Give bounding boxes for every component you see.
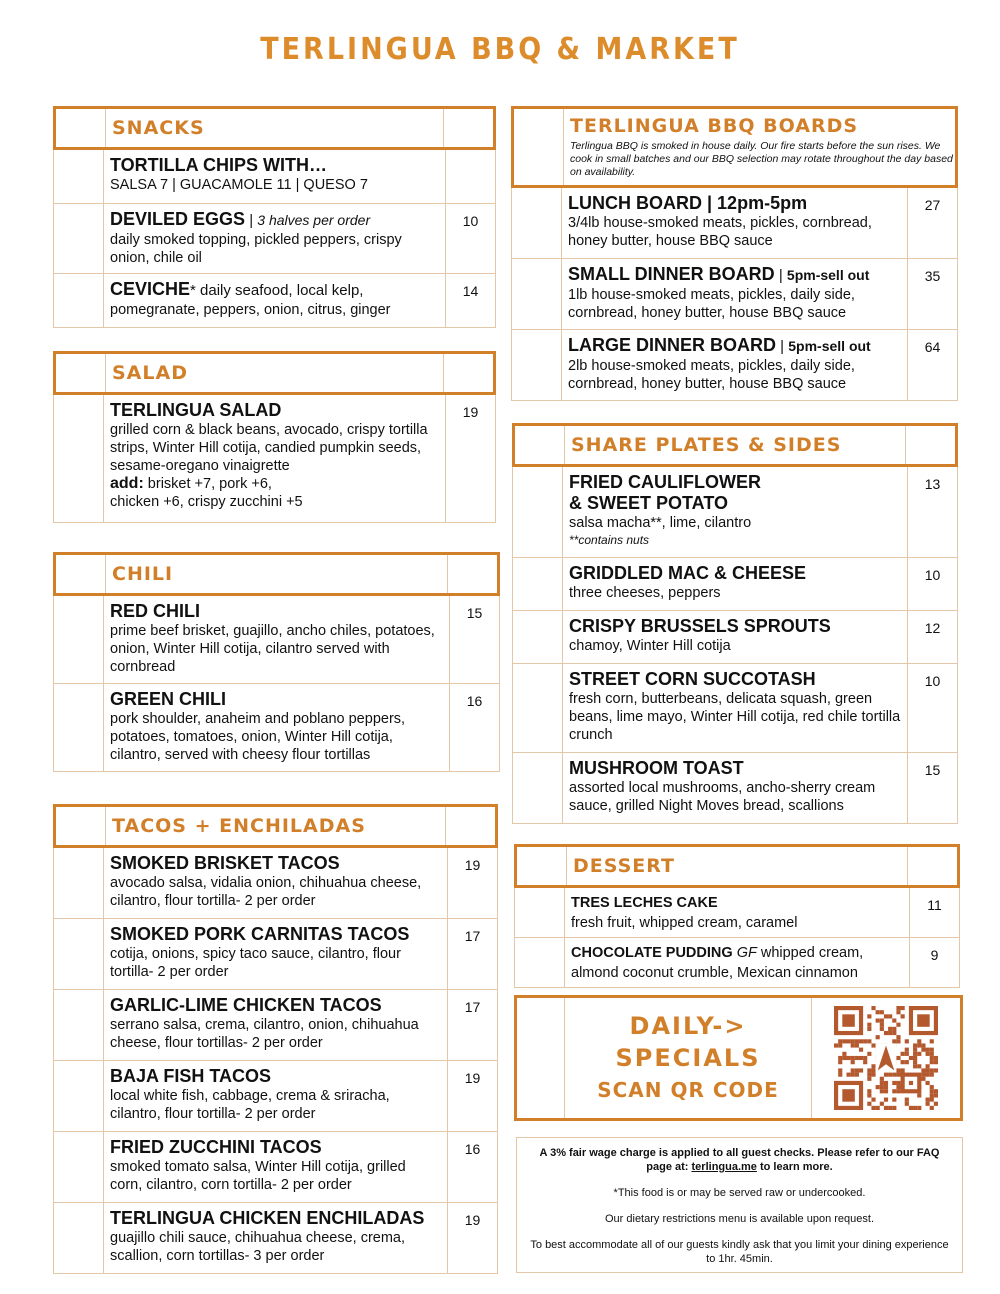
- item-price: 16: [449, 684, 499, 771]
- item-name: FRIED CAULIFLOWER: [569, 472, 761, 492]
- item-price: 15: [907, 753, 957, 823]
- add-text: brisket +7, pork +6,: [143, 476, 272, 492]
- item-price: 10: [907, 558, 957, 610]
- item-desc: local white fish, cabbage, crema & sriracha, cilantro, flour tortilla- 2 per order: [110, 1088, 390, 1122]
- item-desc: almond coconut crumble, Mexican cinnamon: [571, 965, 858, 981]
- item-name: TERLINGUA SALAD: [110, 400, 282, 420]
- item-name-2: & SWEET POTATO: [569, 493, 729, 513]
- footer-line-4: To best accommodate all of our guests kindly ask that you limit your dining experience to 1hr. 45min.: [530, 1239, 949, 1265]
- salad-header: [53, 351, 496, 395]
- footer-line-1: A 3% fair wage charge is applied to all guest checks. Please refer to our FAQ page at:: [539, 1147, 940, 1173]
- add-text-2: chicken +6, crispy zucchini +5: [110, 494, 303, 510]
- item-price: 64: [907, 330, 957, 400]
- item-time: 5pm-sell out: [788, 338, 871, 354]
- daily-specials-box: [514, 995, 963, 1121]
- menu-item: [53, 274, 496, 328]
- item-name: STREET CORN SUCCOTASH: [569, 669, 816, 689]
- footer-line-2: *This food is or may be served raw or undercooked.: [613, 1187, 866, 1199]
- share-header: [512, 423, 958, 467]
- item-desc: three cheeses, peppers: [569, 585, 721, 601]
- salad-section: [53, 351, 496, 523]
- item-desc: SALSA 7 | GUACAMOLE 11 | QUESO 7: [110, 177, 368, 193]
- item-desc-inline: daily seafood, local kelp,: [195, 282, 364, 299]
- item-name: GREEN CHILI: [110, 689, 227, 709]
- item-price: 35: [907, 259, 957, 329]
- item-name: SMOKED PORK CARNITAS TACOS: [110, 924, 410, 944]
- item-name: TORTILLA CHIPS WITH…: [110, 155, 327, 175]
- share-section: [512, 423, 958, 824]
- item-sep: |: [776, 338, 789, 355]
- tacos-header: [53, 804, 498, 848]
- gf-tag: GF: [736, 945, 757, 961]
- item-desc: guajillo chili sauce, chihuahua cheese, crema, scallion, corn tortillas- 3 per order: [110, 1230, 406, 1264]
- menu-item: [511, 259, 958, 330]
- item-name: LUNCH BOARD: [568, 193, 702, 213]
- item-name: SMALL DINNER BOARD: [568, 264, 775, 284]
- item-desc: pork shoulder, anaheim and poblano peppers, potatoes, tomatoes, onion, Winter Hill cotija, cilantro, served with cheesy flour tortillas: [110, 711, 406, 763]
- menu-item: [53, 1203, 498, 1274]
- item-name: LARGE DINNER BOARD: [568, 335, 777, 355]
- menu-item: [514, 938, 960, 988]
- section-title: TACOS + ENCHILADAS: [112, 815, 366, 837]
- section-title: TERLINGUA BBQ BOARDS: [570, 115, 859, 137]
- item-price: 10: [907, 664, 957, 752]
- item-time: 12pm-5pm: [717, 193, 808, 213]
- item-name: TERLINGUA CHICKEN ENCHILADAS: [110, 1208, 425, 1228]
- menu-item: [511, 188, 958, 259]
- menu-item: [53, 848, 498, 919]
- menu-item: [514, 888, 960, 938]
- section-title: SALAD: [112, 362, 188, 384]
- specials-line-1: DAILY->: [629, 1012, 747, 1040]
- specials-line-2: SPECIALS: [615, 1044, 761, 1072]
- chili-section: [53, 552, 500, 772]
- item-sub: 3 halves per order: [257, 212, 371, 228]
- item-name: CRISPY BRUSSELS SPROUTS: [569, 616, 831, 636]
- footer-line-3: Our dietary restrictions menu is available upon request.: [604, 1213, 875, 1225]
- footer-notes: [516, 1137, 963, 1273]
- item-price: 13: [907, 467, 957, 557]
- section-title: SNACKS: [112, 117, 205, 139]
- item-price: 10: [445, 204, 495, 273]
- item-price: [445, 150, 495, 203]
- menu-item: [53, 990, 498, 1061]
- item-price: 19: [447, 1061, 497, 1131]
- item-desc: fresh fruit, whipped cream, caramel: [571, 915, 798, 931]
- menu-item: [53, 1132, 498, 1203]
- item-price: 12: [907, 611, 957, 663]
- menu-item: [53, 150, 496, 204]
- item-desc-inline: whipped cream,: [756, 945, 864, 961]
- footer-line-1-end: to learn more.: [756, 1161, 833, 1173]
- menu-item: [512, 558, 958, 611]
- item-desc: grilled corn & black beans, avocado, crispy tortilla strips, Winter Hill cotija, candied pumpkin seeds, sesame-oregano vinaigrette: [110, 422, 428, 474]
- item-name: MUSHROOM TOAST: [569, 758, 744, 778]
- item-desc: salsa macha**, lime, cilantro: [569, 515, 752, 531]
- boards-section: [511, 106, 958, 401]
- menu-item: [53, 596, 500, 684]
- item-desc: avocado salsa, vidalia onion, chihuahua cheese, cilantro, flour tortilla- 2 per order: [110, 875, 422, 909]
- item-star: *: [190, 282, 196, 299]
- item-price: 19: [447, 848, 497, 918]
- item-name: DEVILED EGGS: [110, 209, 246, 229]
- item-sep: |: [702, 193, 718, 213]
- menu-item: [512, 753, 958, 824]
- item-desc: assorted local mushrooms, ancho-sherry cream sauce, grilled Night Moves bread, scallions: [569, 780, 876, 814]
- item-price: 14: [445, 274, 495, 327]
- dessert-header: [514, 844, 960, 888]
- item-desc: 1lb house-smoked meats, pickles, daily side, cornbread, honey butter, house BBQ sauce: [568, 287, 855, 321]
- menu-item: [512, 664, 958, 753]
- item-time: 5pm-sell out: [786, 267, 870, 283]
- item-name: FRIED ZUCCHINI TACOS: [110, 1137, 322, 1157]
- item-desc: daily smoked topping, pickled peppers, crispy onion, chile oil: [110, 232, 402, 266]
- section-title: DESSERT: [573, 855, 675, 877]
- item-sep: |: [774, 267, 787, 284]
- qr-code-icon[interactable]: [834, 1006, 938, 1110]
- item-name: BAJA FISH TACOS: [110, 1066, 272, 1086]
- item-price: 19: [445, 395, 495, 522]
- faq-link[interactable]: terlingua.me: [691, 1161, 757, 1173]
- item-desc: chamoy, Winter Hill cotija: [569, 638, 731, 654]
- item-desc: 3/4lb house-smoked meats, pickles, cornbread, honey butter, house BBQ sauce: [568, 215, 872, 249]
- item-price: 17: [447, 919, 497, 989]
- item-name: CEVICHE: [110, 279, 191, 299]
- tacos-section: [53, 804, 498, 1274]
- item-name: GRIDDLED MAC & CHEESE: [569, 563, 807, 583]
- snacks-section: [53, 106, 496, 328]
- item-price: 11: [909, 888, 959, 937]
- item-desc: serrano salsa, crema, cilantro, onion, chihuahua cheese, flour tortillas- 2 per order: [110, 1017, 419, 1051]
- section-title: SHARE PLATES & SIDES: [571, 434, 842, 456]
- section-title: CHILI: [112, 563, 174, 585]
- boards-note: Terlingua BBQ is smoked in house daily. Our fire starts before the sun rises. We cook in small batches and our BBQ selection may rotate throughout the day based on availability.: [570, 140, 953, 178]
- item-name: GARLIC-LIME CHICKEN TACOS: [110, 995, 382, 1015]
- item-name: CHOCOLATE PUDDING: [571, 945, 733, 961]
- menu-item: [512, 467, 958, 558]
- item-price: 15: [449, 596, 499, 683]
- item-name: TRES LECHES CAKE: [571, 895, 718, 911]
- chili-header: [53, 552, 500, 596]
- menu-item: [511, 330, 958, 401]
- item-desc: fresh corn, butterbeans, delicata squash, green beans, lime mayo, Winter Hill cotija, red chile tortilla crunch: [569, 691, 901, 743]
- specials-line-3: SCAN QR CODE: [597, 1078, 779, 1102]
- item-desc: cotija, onions, spicy taco sauce, cilantro, flour tortilla- 2 per order: [110, 946, 401, 980]
- add-label: add:: [110, 475, 144, 492]
- item-sep: |: [245, 212, 258, 229]
- item-price: 19: [447, 1203, 497, 1273]
- item-desc: prime beef brisket, guajillo, ancho chiles, potatoes, onion, Winter Hill cotija, cilantro served with cornbread: [110, 623, 435, 675]
- menu-item: [53, 395, 496, 523]
- item-name: SMOKED BRISKET TACOS: [110, 853, 340, 873]
- item-desc: 2lb house-smoked meats, pickles, daily side, cornbread, honey butter, house BBQ sauce: [568, 358, 855, 392]
- item-price: 17: [447, 990, 497, 1060]
- snacks-header: [53, 106, 496, 150]
- dessert-section: [514, 844, 960, 988]
- menu-item: [512, 611, 958, 664]
- item-name: RED CHILI: [110, 601, 200, 621]
- item-desc: pomegranate, peppers, onion, citrus, ginger: [110, 302, 391, 318]
- menu-item: [53, 1061, 498, 1132]
- item-price: 27: [907, 188, 957, 258]
- menu-item: [53, 204, 496, 274]
- item-note: **contains nuts: [569, 533, 650, 547]
- menu-item: [53, 919, 498, 990]
- boards-header: [511, 106, 958, 188]
- menu-item: [53, 684, 500, 772]
- item-price: 9: [909, 938, 959, 987]
- restaurant-title: TERLINGUA BBQ & MARKET: [260, 32, 740, 67]
- item-desc: smoked tomato salsa, Winter Hill cotija, grilled corn, cilantro, corn tortilla- 2 per order: [110, 1159, 406, 1193]
- item-price: 16: [447, 1132, 497, 1202]
